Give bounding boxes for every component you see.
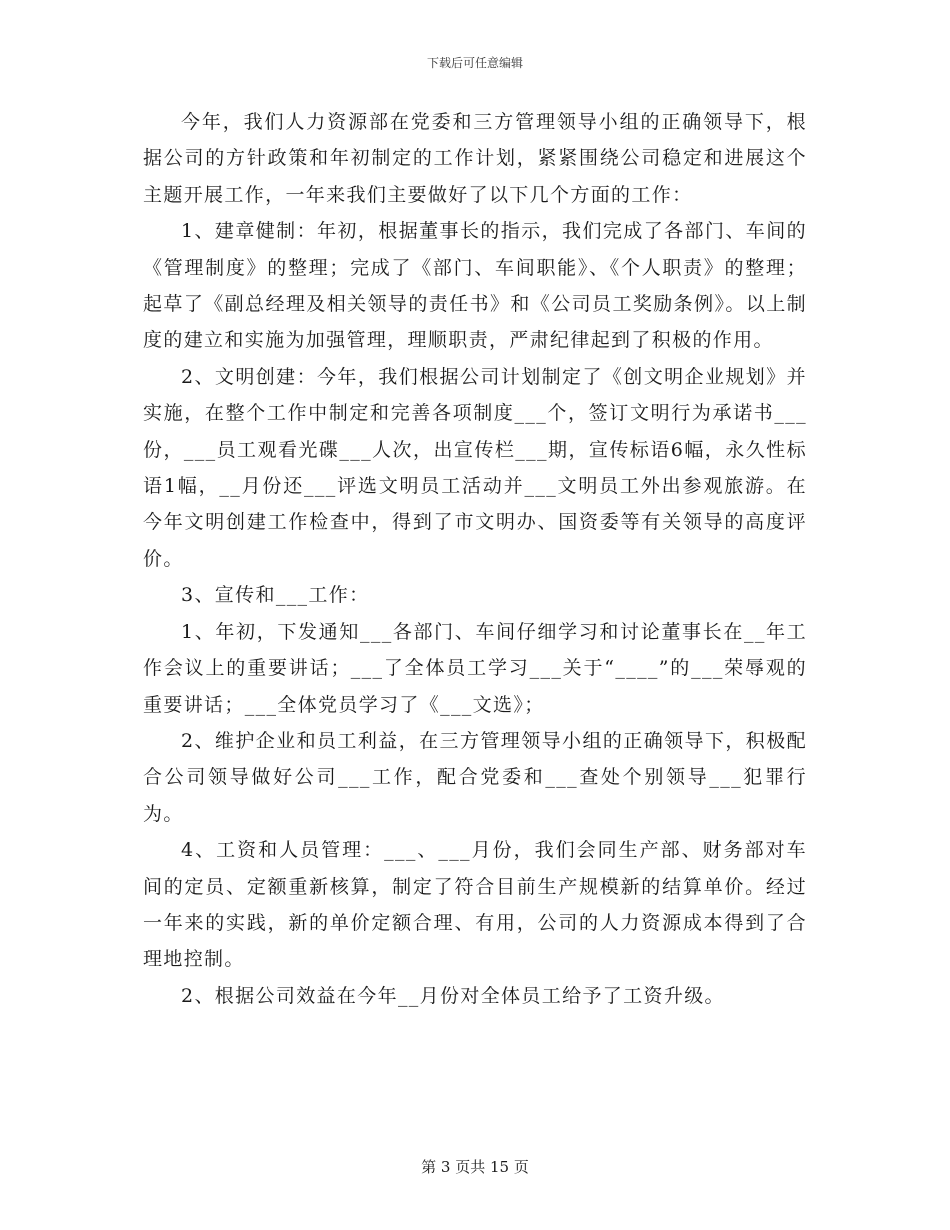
paragraph-publicity-heading: 3、宣传和___工作： xyxy=(181,584,370,607)
page-header-note: 下载后可任意编辑 xyxy=(426,56,523,70)
document-body xyxy=(143,104,807,1014)
paragraph-wage-upgrade: 2、根据公司效益在今年__月份对全体员工给予了工资升级。 xyxy=(181,984,725,1007)
paragraph-wages-management: 4、工资和人员管理：___、___月份，我们会同生产部、财务部对车间的定员、定额重新核算，制定了符合目前生产规模新的结算单价。经过一年来的实践，新的单价定额合理、有用，公司的人力资源成本得到了合理地控制。 xyxy=(143,839,807,971)
paragraph-publicity-item-1: 1、年初，下发通知___各部门、车间仔细学习和讨论董事长在__年工作会议上的重要讲话；___了全体员工学习___关于“____”的___荣辱观的重要讲话；___全体党员学习了《___文选》； xyxy=(143,620,807,716)
paragraph-regulations: 1、建章健制：年初，根据董事长的指示，我们完成了各部门、车间的《管理制度》的整理；完成了《部门、车间职能》、《个人职责》的整理；起草了《副总经理及相关领导的责任书》和《公司员工奖励条例》。以上制度的建立和实施为加强管理，理顺职责，严肃纪律起到了积极的作用。 xyxy=(143,220,807,352)
paragraph-intro: 今年，我们人力资源部在党委和三方管理领导小组的正确领导下，根据公司的方针政策和年初制定的工作计划，紧紧围绕公司稳定和进展这个主题开展工作，一年来我们主要做好了以下几个方面的工作： xyxy=(143,111,807,206)
page-number: 第 3 页共 15 页 xyxy=(421,1158,529,1176)
paragraph-publicity-item-2: 2、维护企业和员工利益，在三方管理领导小组的正确领导下，积极配合公司领导做好公司___工作，配合党委和___查处个别领导___犯罪行为。 xyxy=(143,729,807,825)
paragraph-civilization: 2、文明创建：今年，我们根据公司计划制定了《创文明企业规划》并实施，在整个工作中制定和完善各项制度___个，签订文明行为承诺书___份，___员工观看光碟___人次，出宣传栏___期，宣传标语6幅，永久性标语1幅，__月份还___评选文明员工活动并___文明员工外出参观旅游。在今年文明创建工作检查中，得到了市文明办、国资委等有关领导的高度评价。 xyxy=(143,365,807,570)
